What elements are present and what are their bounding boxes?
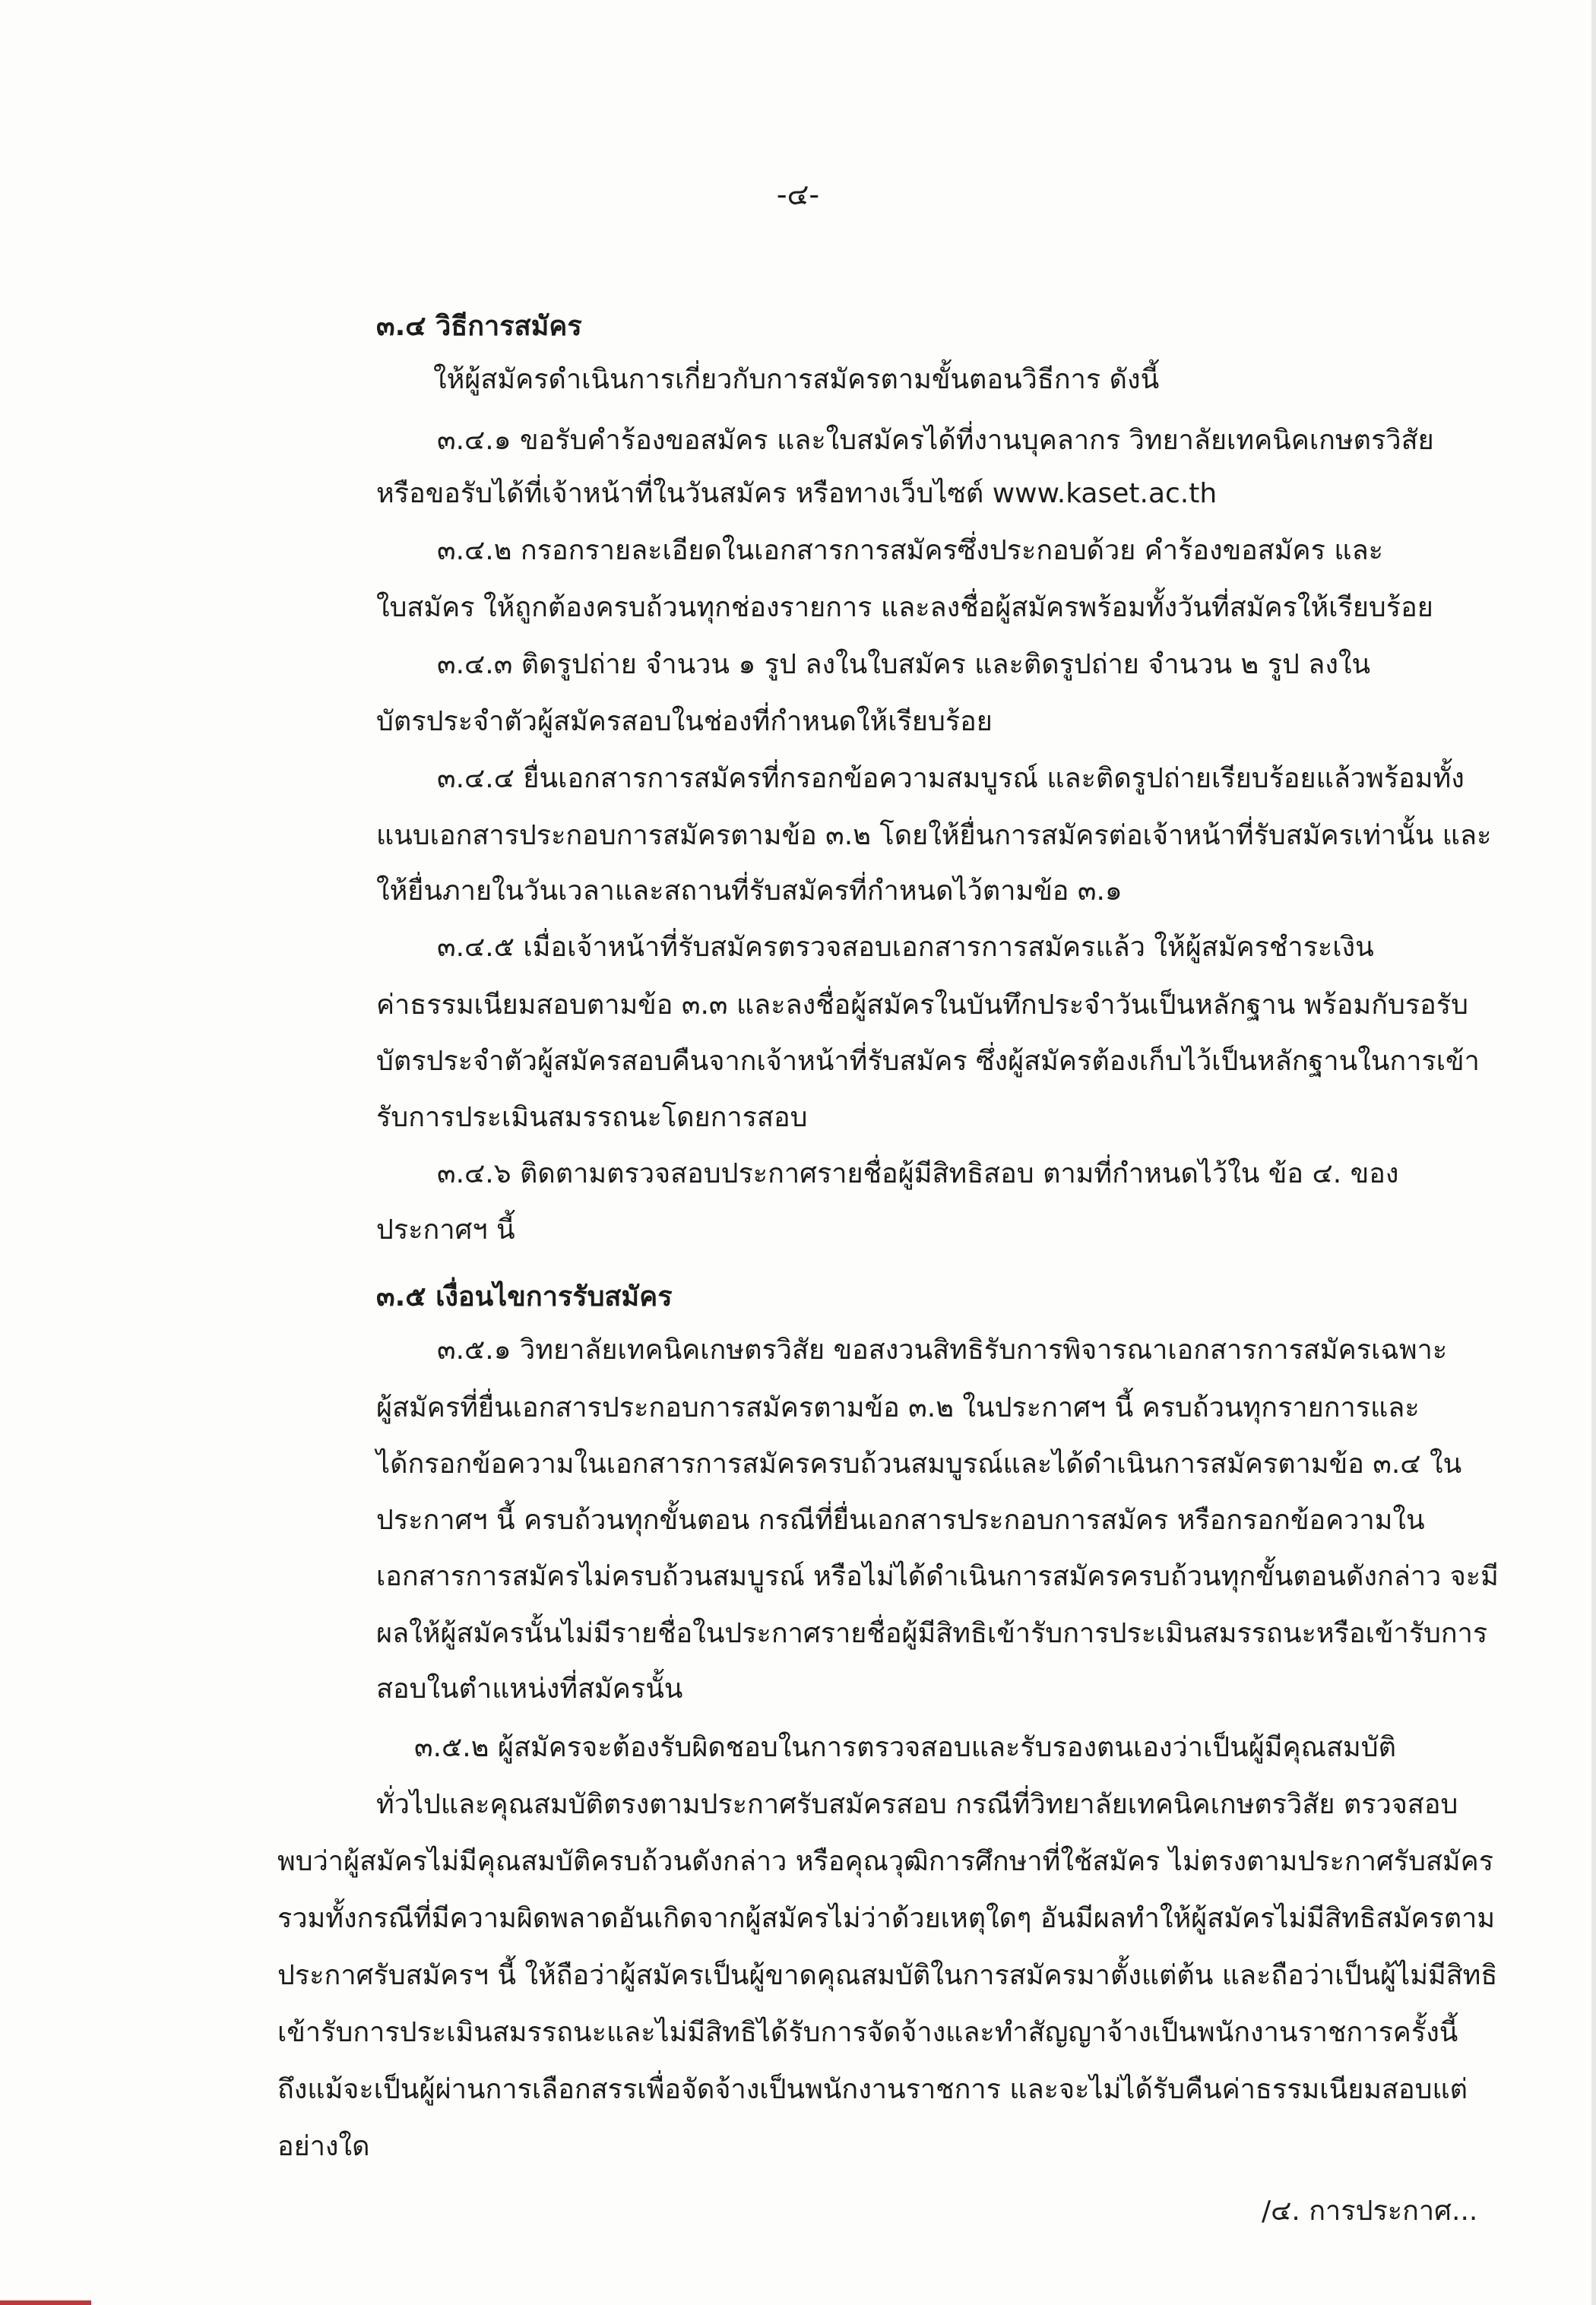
paragraph-line: ได้กรอกข้อความในเอกสารการสมัครครบถ้วนสมบูรณ์และได้ดำเนินการสมัครตามข้อ ๓.๔ ใน (376, 1449, 1462, 1480)
paragraph-line: ผู้สมัครที่ยื่นเอกสารประกอบการสมัครตามข้อ ๓.๒ ในประกาศฯ นี้ ครบถ้วนทุกรายการและ (376, 1392, 1420, 1423)
paragraph-line: ๓.๔.๖ ติดตามตรวจสอบประกาศรายชื่อผู้มีสิทธิสอบ ตามที่กำหนดไว้ใน ข้อ ๔. ของ (437, 1158, 1399, 1189)
paragraph-line: ถึงแม้จะเป็นผู้ผ่านการเลือกสรรเพื่อจัดจ้างเป็นพนักงานราชการ และจะไม่ได้รับคืนค่าธรรมเนียมสอบแต่ (277, 2074, 1468, 2105)
paragraph-line: ค่าธรรมเนียมสอบตามข้อ ๓.๓ และลงชื่อผู้สมัครในบันทึกประจำวันเป็นหลักฐาน พร้อมกับรอรับ (376, 989, 1468, 1021)
paragraph-line: อย่างใด (277, 2131, 370, 2162)
page-number: -๔- (776, 178, 820, 211)
paragraph-line: ผลให้ผู้สมัครนั้นไม่มีรายชื่อในประกาศรายชื่อผู้มีสิทธิเข้ารับการประเมินสมรรถนะหรือเข้ารับการ (376, 1618, 1488, 1649)
paragraph-line: รวมทั้งกรณีที่มีความผิดพลาดอันเกิดจากผู้สมัครไม่ว่าด้วยเหตุใดๆ อันมีผลทำให้ผู้สมัครไม่มีสิทธิสมัครตาม (277, 1903, 1496, 1934)
section-heading-3-4: ๓.๔ วิธีการสมัคร (376, 311, 582, 342)
paragraph-line: แนบเอกสารประกอบการสมัครตามข้อ ๓.๒ โดยให้ยื่นการสมัครต่อเจ้าหน้าที่รับสมัครเท่านั้น และ (376, 820, 1492, 851)
paragraph-line: ๓.๔.๕ เมื่อเจ้าหน้าที่รับสมัครตรวจสอบเอกสารการสมัครแล้ว ให้ผู้สมัครชำระเงิน (437, 932, 1374, 963)
paragraph-line: สอบในตำแหน่งที่สมัครนั้น (376, 1673, 683, 1705)
paragraph-line: ๓.๔.๑ ขอรับคำร้องขอสมัคร และใบสมัครได้ที่งานบุคลากร วิทยาลัยเทคนิคเกษตรวิสัย (437, 425, 1434, 456)
paragraph-line: ๓.๕.๑ วิทยาลัยเทคนิคเกษตรวิสัย ขอสงวนสิทธิรับการพิจารณาเอกสารการสมัครเฉพาะ (437, 1335, 1448, 1366)
paragraph-line: รับการประเมินสมรรถนะโดยการสอบ (376, 1102, 808, 1133)
paragraph-line: ประกาศรับสมัครฯ นี้ ให้ถือว่าผู้สมัครเป็นผู้ขาดคุณสมบัติในการสมัครมาตั้งแต่ต้น และถือว่าเป็นผู้ไม่มีสิทธิ (277, 1960, 1498, 1991)
paragraph-line: บัตรประจำตัวผู้สมัครสอบในช่องที่กำหนดให้เรียบร้อย (376, 706, 993, 737)
scan-edge (1591, 0, 1596, 2305)
paragraph-line: เข้ารับการประเมินสมรรถนะและไม่มีสิทธิได้รับการจัดจ้างและทำสัญญาจ้างเป็นพนักงานราชการครั้งนี้ (277, 2017, 1458, 2048)
paragraph-line: ทั่วไปและคุณสมบัติตรงตามประกาศรับสมัครสอบ กรณีที่วิทยาลัยเทคนิคเกษตรวิสัย ตรวจสอบ (376, 1789, 1458, 1820)
section-heading-3-5: ๓.๕ เงื่อนไขการรับสมัคร (376, 1281, 673, 1312)
paragraph-line: หรือขอรับได้ที่เจ้าหน้าที่ในวันสมัคร หรือทางเว็บไซต์ www.kaset.ac.th (376, 478, 1218, 509)
paragraph-line: ใบสมัคร ให้ถูกต้องครบถ้วนทุกช่องรายการ และลงชื่อผู้สมัครพร้อมทั้งวันที่สมัครให้เรียบร้อย (376, 592, 1433, 623)
paragraph-line: เอกสารการสมัครไม่ครบถ้วนสมบูรณ์ หรือไม่ได้ดำเนินการสมัครครบถ้วนทุกขั้นตอนดังกล่าว จะมี (376, 1561, 1499, 1592)
section-intro-3-4: ให้ผู้สมัครดำเนินการเกี่ยวกับการสมัครตามขั้นตอนวิธีการ ดังนี้ (433, 364, 1160, 395)
continuation-footer: /๔. การประกาศ... (1262, 2196, 1478, 2227)
paragraph-line: ๓.๔.๔ ยื่นเอกสารการสมัครที่กรอกข้อความสมบูรณ์ และติดรูปถ่ายเรียบร้อยแล้วพร้อมทั้ง (437, 763, 1465, 794)
paragraph-line: ให้ยื่นภายในวันเวลาและสถานที่รับสมัครที่กำหนดไว้ตามข้อ ๓.๑ (376, 875, 1123, 907)
paragraph-line: ๓.๔.๓ ติดรูปถ่าย จำนวน ๑ รูป ลงในใบสมัคร และติดรูปถ่าย จำนวน ๒ รูป ลงใน (437, 649, 1371, 680)
paragraph-line: ประกาศฯ นี้ (376, 1214, 515, 1246)
paragraph-line: ๓.๔.๒ กรอกรายละเอียดในเอกสารการสมัครซึ่งประกอบด้วย คำร้องขอสมัคร และ (437, 535, 1383, 566)
paragraph-line: บัตรประจำตัวผู้สมัครสอบคืนจากเจ้าหน้าที่รับสมัคร ซึ่งผู้สมัครต้องเก็บไว้เป็นหลักฐานในการเข้า (376, 1046, 1480, 1077)
paragraph-line: ประกาศฯ นี้ ครบถ้วนทุกขั้นตอน กรณีที่ยื่นเอกสารประกอบการสมัคร หรือกรอกข้อความใน (376, 1505, 1425, 1536)
paragraph-line: ๓.๕.๒ ผู้สมัครจะต้องรับผิดชอบในการตรวจสอบและรับรองตนเองว่าเป็นผู้มีคุณสมบัติ (414, 1732, 1396, 1763)
scan-edge-bottom (0, 2300, 91, 2305)
paragraph-line: พบว่าผู้สมัครไม่มีคุณสมบัติครบถ้วนดังกล่าว หรือคุณวุฒิการศึกษาที่ใช้สมัคร ไม่ตรงตามประกาศรับสมัคร (277, 1846, 1494, 1877)
